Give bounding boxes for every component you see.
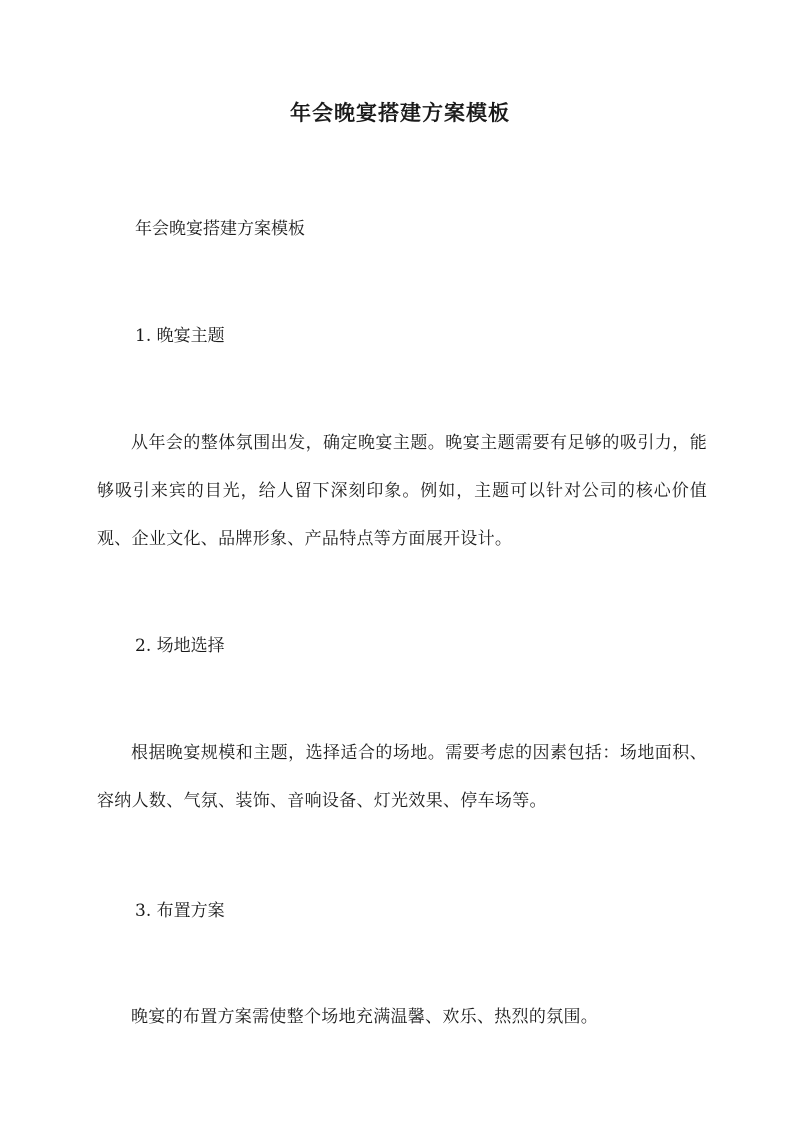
document-subtitle: 年会晚宴搭建方案模板: [135, 219, 305, 239]
section-body-theme: 从年会的整体氛围出发，确定晚宴主题。晚宴主题需要有足够的吸引力，能够吸引来宾的目光，给人留下深刻印象。例如，主题可以针对公司的核心价值观、企业文化、品牌形象、产品特点等方面展开设计。: [97, 433, 707, 549]
section-body-layout: 晚宴的布置方案需使整个场地充满温馨、欢乐、热烈的氛围。: [131, 1007, 599, 1027]
section-heading-venue: 2. 场地选择: [135, 636, 225, 656]
section-heading-theme: 1. 晚宴主题: [135, 326, 225, 346]
section-heading-layout: 3. 布置方案: [135, 901, 225, 921]
section-body-venue: 根据晚宴规模和主题，选择适合的场地。需要考虑的因素包括：场地面积、容纳人数、气氛、装饰、音响设备、灯光效果、停车场等。: [97, 743, 707, 811]
document-title: 年会晚宴搭建方案模板: [290, 100, 510, 125]
